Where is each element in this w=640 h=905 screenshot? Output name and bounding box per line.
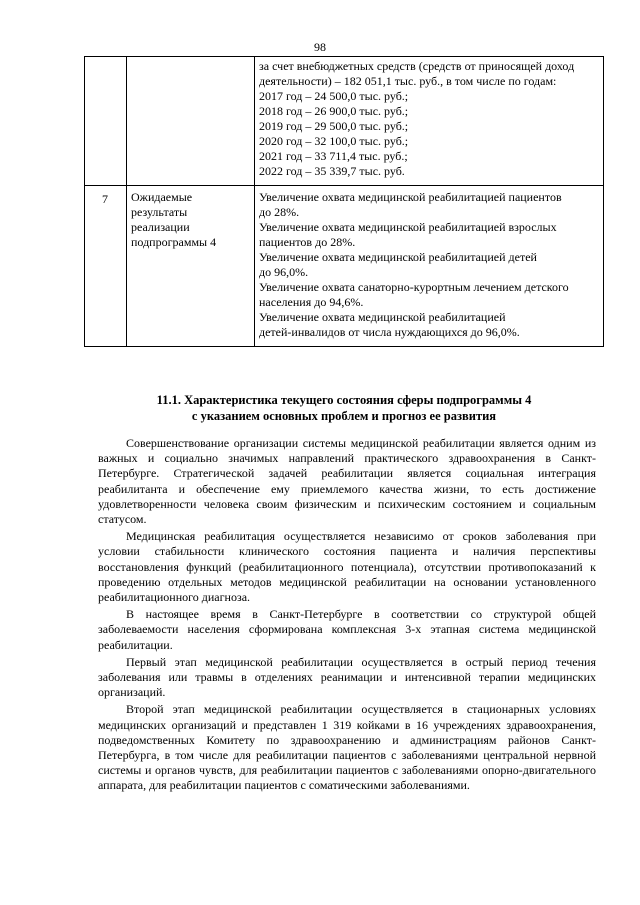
paragraph: Второй этап медицинской реабилитации осуществляется в стационарных условиях медицинских организаций и представлен 1 319 койками в 16 учреждениях здравоохранения, подведомственных Комитету по здравоохранению и администрациям районов Санкт-Петербурга, в том числе для реабилитации пациентов с заболеваниями центральной нервной системы и органов чувств, для реабилитации пациентов с заболеваниями опорно-двигательного аппарата, для реабилитации пациентов с соматическими заболеваниями. (98, 702, 596, 793)
expected-results-cell (255, 186, 604, 347)
funding-year-line: 2021 год – 33 711,4 тыс. руб.; (259, 149, 408, 163)
row-number: 7 (102, 192, 108, 206)
section-heading-line: 11.1. Характеристика текущего состояния сферы подпрограммы 4 (156, 393, 532, 407)
result-line: населения до 94,6%. (259, 295, 364, 309)
subprogram-table (84, 56, 604, 347)
funding-year-line: 2018 год – 26 900,0 тыс. руб.; (259, 104, 409, 118)
result-line: до 96,0%. (259, 265, 309, 279)
result-line: Увеличение охвата медицинской реабилитацией взрослых (259, 220, 557, 234)
page-number: 98 (314, 40, 326, 54)
section-heading-line: с указанием основных проблем и прогноз ее развития (191, 409, 497, 423)
paragraph: Совершенствование организации системы медицинской реабилитации является одним из важных и социально значимых направлений практического здравоохранения в Санкт-Петербурге. Стратегической задачей реабилитации является социальная интеграция реабилитанта и обеспечение ему приемлемого качества жизни, то есть достижение удовлетворенности человека своим физическим и психическим состоянием и социальным статусом. (98, 436, 596, 527)
row-label-cell (127, 186, 255, 347)
result-line: пациентов до 28%. (259, 235, 356, 249)
row-label-line: результаты (131, 205, 188, 219)
row-number-cell (85, 186, 127, 347)
section-heading (84, 392, 604, 424)
result-line: Увеличение охвата медицинской реабилитацией детей (259, 250, 537, 264)
result-line: Увеличение охвата санаторно-курортным лечением детского (259, 280, 569, 294)
result-line: Увеличение охвата медицинской реабилитацией (259, 310, 506, 324)
row-label-line: подпрограммы 4 (131, 235, 217, 249)
row-label-cell-empty (127, 57, 255, 186)
table-row-expected-results (85, 186, 604, 347)
paragraph: В настоящее время в Санкт-Петербурге в соответствии со структурой общей заболеваемости населения сформирована комплексная 3-х этапная система медицинской реабилитации. (98, 607, 596, 652)
funding-year-line: 2022 год – 35 339,7 тыс. руб. (259, 164, 405, 178)
row-number-cell-empty (85, 57, 127, 186)
row-label-line: Ожидаемые (131, 190, 193, 204)
funding-line: за счет внебюджетных средств (средств от приносящей доход (259, 59, 575, 73)
row-label-line: реализации (131, 220, 190, 234)
result-line: до 28%. (259, 205, 300, 219)
funding-cell (255, 57, 604, 186)
table-row-funding (85, 57, 604, 186)
result-line: детей-инвалидов от числа нуждающихся до 96,0%. (259, 325, 520, 339)
result-line: Увеличение охвата медицинской реабилитацией пациентов (259, 190, 562, 204)
funding-line: деятельности) – 182 051,1 тыс. руб., в том числе по годам: (259, 74, 557, 88)
section-body (98, 436, 596, 796)
paragraph: Медицинская реабилитация осуществляется независимо от сроков заболевания при условии стабильности клинического состояния пациента и наличия перспективы восстановления функций (реабилитационного потенциала), отсутствии противопоказаний к проведению отдельных методов медицинской реабилитации на основании установленного реабилитационного диагноза. (98, 529, 596, 605)
funding-year-line: 2019 год – 29 500,0 тыс. руб.; (259, 119, 409, 133)
paragraph: Первый этап медицинской реабилитации осуществляется в острый период течения заболевания или травмы в отделениях реанимации и интенсивной терапии медицинских организаций. (98, 654, 596, 700)
funding-year-line: 2017 год – 24 500,0 тыс. руб.; (259, 89, 409, 103)
funding-year-line: 2020 год – 32 100,0 тыс. руб.; (259, 134, 409, 148)
